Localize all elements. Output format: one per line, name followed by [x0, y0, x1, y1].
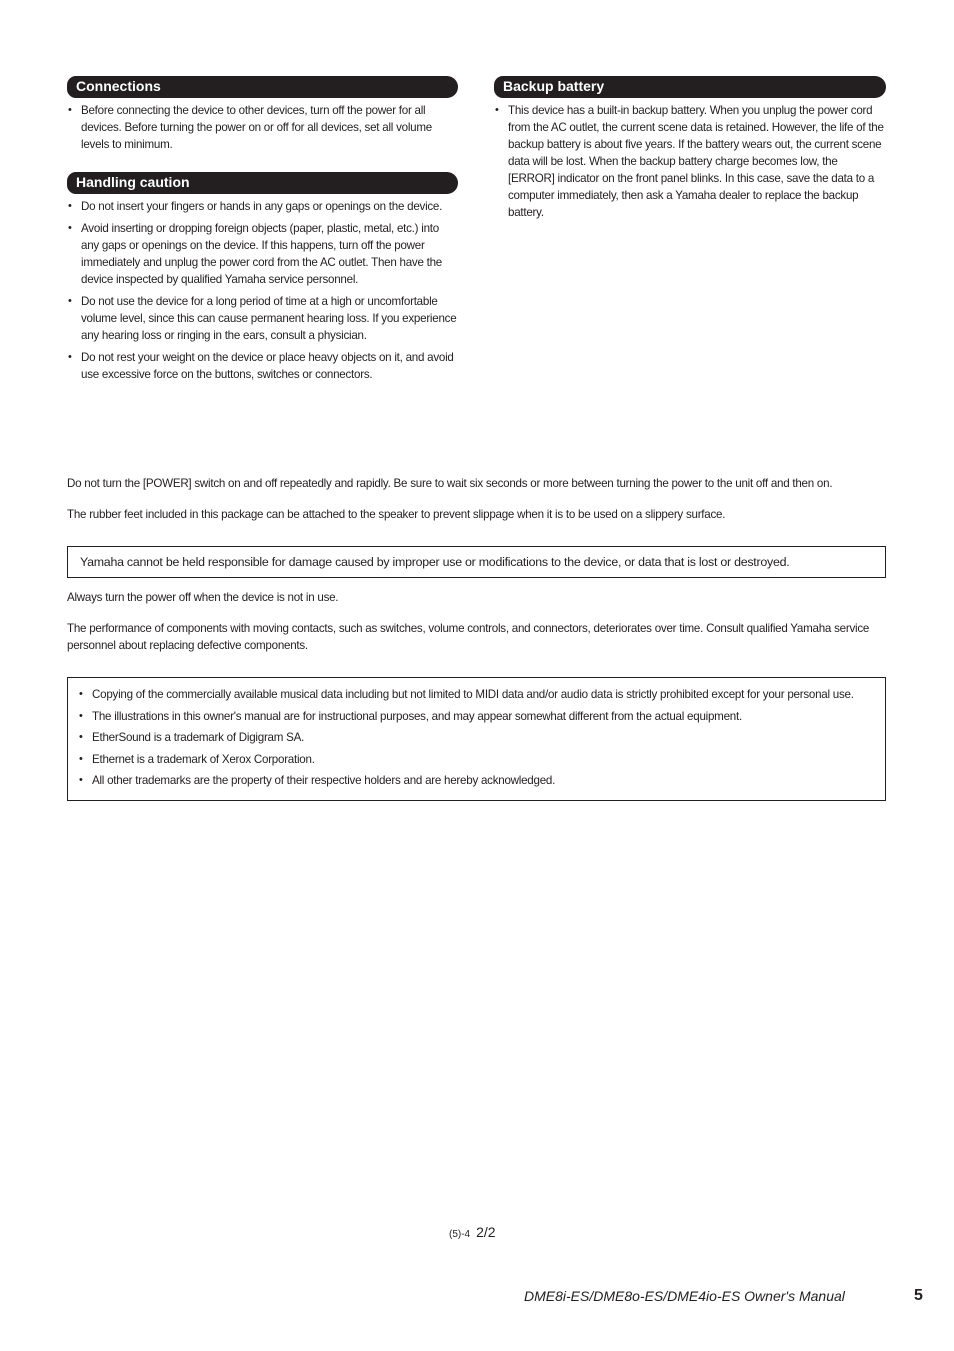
info-item-5: • All other trademarks are the property of their respective holders and are hereby acknowledged. — [78, 772, 875, 789]
handling-caution-list — [67, 198, 458, 383]
notice-text: Yamaha cannot be held responsible for damage caused by improper use or modifications to the device, or data that is lost or destroyed. — [80, 555, 790, 569]
page-fraction: 2/2 — [476, 1224, 496, 1240]
page-code — [449, 1224, 496, 1243]
handling-caution-heading: Handling caution — [67, 172, 458, 194]
rubber-feet-paragraph: The rubber feet included in this package can be attached to the speaker to prevent slippage when it is to be used on a slippery surface. — [67, 508, 726, 521]
handling-item-2: • Avoid inserting or dropping foreign objects (paper, plastic, metal, etc.) into any gaps or openings on the device. If this happens, turn off the power immediately and unplug the power cord from the AC outlet. Then have the device inspected by qualified Yamaha service personnel. — [67, 220, 458, 288]
info-item-1: • Copying of the commercially available musical data including but not limited to MIDI data and/or audio data is strictly prohibited except for your personal use. — [78, 686, 875, 703]
always-off-paragraph: Always turn the power off when the device is not in use. — [67, 591, 339, 604]
right-column — [494, 76, 886, 226]
connections-item-1: • Before connecting the device to other devices, turn off the power for all devices. Before turning the power on or off for all devices, set all volume levels to minimum. — [67, 102, 458, 153]
performance-paragraph: The performance of components with moving contacts, such as switches, volume controls, and connectors, deteriorates over time. Consult qualified Yamaha service personnel about replacing defective components. — [67, 622, 870, 652]
page-number: 5 — [914, 1287, 923, 1304]
info-item-4: • Ethernet is a trademark of Xerox Corporation. — [78, 751, 875, 768]
connections-list — [67, 102, 458, 153]
page-code-label: (5)-4 — [449, 1229, 471, 1240]
handling-item-1: • Do not insert your fingers or hands in any gaps or openings on the device. — [67, 198, 458, 215]
notice-box — [67, 546, 886, 578]
left-column — [67, 76, 458, 388]
handling-item-4: • Do not rest your weight on the device or place heavy objects on it, and avoid use excessive force on the buttons, switches or connectors. — [67, 349, 458, 383]
manual-title: DME8i-ES/DME8o-ES/DME4io-ES Owner's Manual — [524, 1288, 845, 1304]
trademark-info-box — [67, 677, 886, 801]
info-item-2: • The illustrations in this owner's manual are for instructional purposes, and may appear somewhat different from the actual equipment. — [78, 708, 875, 725]
info-item-3: • EtherSound is a trademark of Digigram SA. — [78, 729, 875, 746]
backup-battery-list — [494, 102, 886, 221]
backup-battery-heading: Backup battery — [494, 76, 886, 98]
power-switch-paragraph: Do not turn the [POWER] switch on and off repeatedly and rapidly. Be sure to wait six seconds or more between turning the power to the unit off and then on. — [67, 477, 833, 490]
handling-item-3: • Do not use the device for a long period of time at a high or uncomfortable volume level, since this can cause permanent hearing loss. If you experience any hearing loss or ringing in the ears, consult a physician. — [67, 293, 458, 344]
backup-item-1: • This device has a built-in backup battery. When you unplug the power cord from the AC outlet, the current scene data is retained. However, the life of the backup battery is about five years. If the battery wears out, the current scene data will be lost. When the backup battery charge becomes low, the [ERROR] indicator on the front panel blinks. In this case, save the data to a computer immediately, then ask a Yamaha dealer to replace the backup battery. — [494, 102, 886, 221]
connections-heading: Connections — [67, 76, 458, 98]
trademark-list — [78, 686, 875, 789]
